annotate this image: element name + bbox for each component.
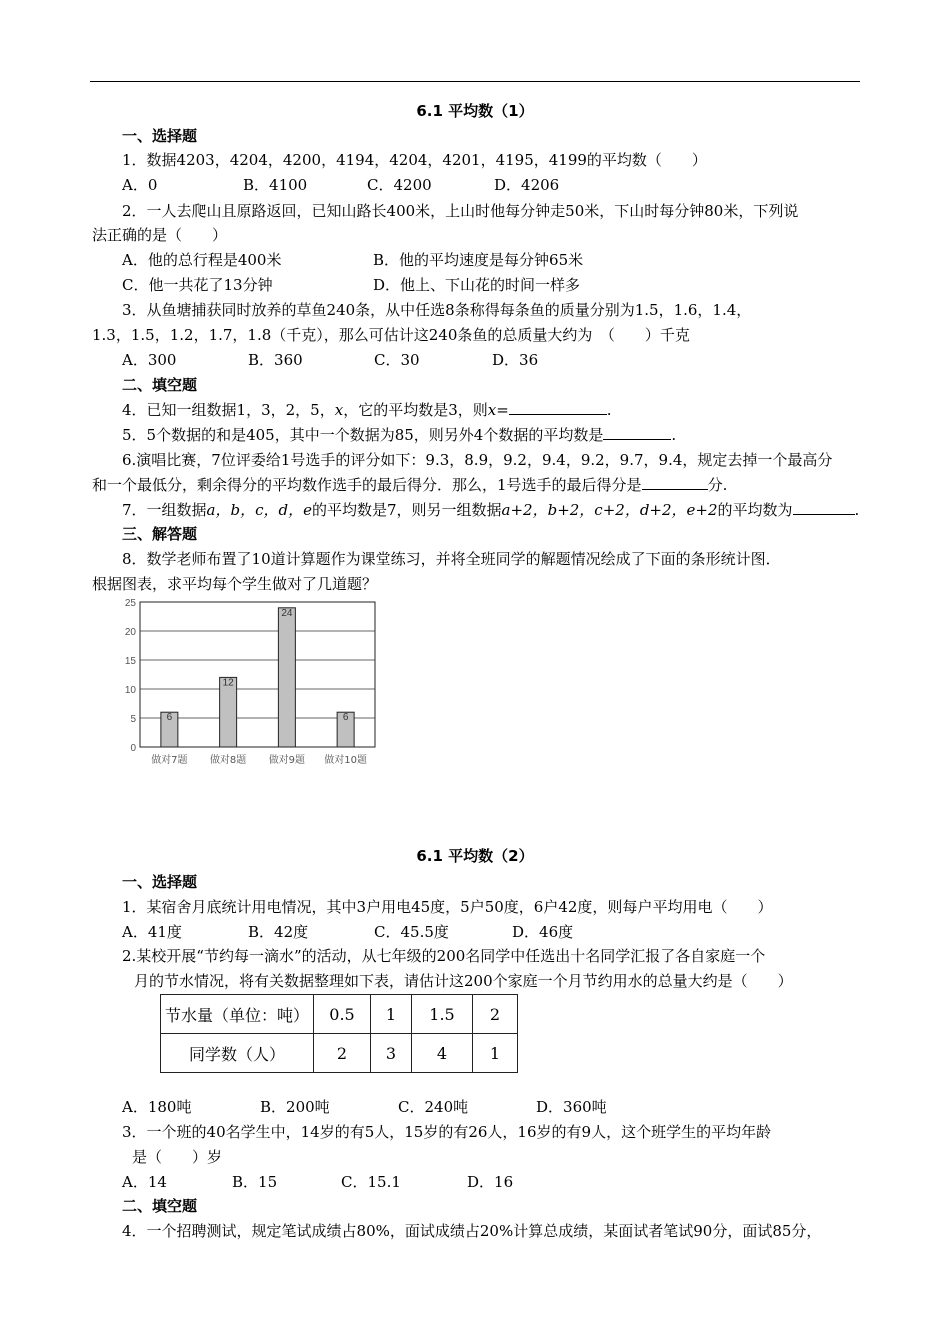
y-tick-label: 25 (124, 598, 136, 609)
answer-blank[interactable] (603, 425, 671, 440)
answer-blank[interactable] (642, 475, 708, 490)
q4-text: = (496, 401, 509, 419)
option-d: D．360吨 (536, 1098, 607, 1116)
question-3-line2: 1.3，1.5，1.2，1.7，1.8（千克），那么可估计这240条鱼的总质量大约为 （ ）千克 (92, 326, 690, 344)
option-c: C．240吨 (398, 1098, 469, 1116)
section-title-2: 6.1 平均数（2） (416, 847, 534, 865)
option-d: D．46度 (512, 923, 574, 941)
section-title-1: 6.1 平均数（1） (416, 102, 534, 120)
table-cell: 1 (473, 1034, 518, 1073)
x-tick-label: 做对10题 (324, 755, 367, 766)
answer-blank[interactable] (793, 500, 855, 515)
table-cell: 0.5 (314, 995, 371, 1034)
question-5 (122, 425, 676, 445)
q7-text: 7．一组数据 (122, 501, 207, 519)
q7-text: 的平均数为 (717, 501, 793, 519)
question-2-line2: 月的节水情况，将有关数据整理如下表，请估计这200个家庭一个月节约用水的总量大约是（ ） (134, 972, 793, 990)
table-cell: 2 (314, 1034, 371, 1073)
option-a: A．0 (122, 176, 158, 194)
question-3-line1: 3．从鱼塘捕获同时放养的草鱼240条，从中任选8条称得每条鱼的质量分别为1.5，1.6，1.4， (122, 301, 752, 319)
q4-text: . (606, 401, 612, 419)
x-tick-label: 做对7题 (151, 755, 188, 766)
y-tick-label: 20 (124, 627, 136, 638)
y-tick-label: 5 (130, 714, 136, 725)
bar-value-label: 6 (166, 712, 173, 724)
table-cell: 3 (371, 1034, 412, 1073)
bar-value-label: 6 (342, 712, 349, 724)
bar-value-label: 24 (281, 607, 293, 619)
table-row (161, 995, 518, 1034)
q7-vars: a+2，b+2，c+2，d+2，e+2 (501, 501, 718, 519)
heading-answer: 三、解答题 (122, 525, 198, 543)
question-1: 1．数据4203，4204，4200，4194，4204，4201，4195，4199的平均数（ ） (122, 151, 707, 169)
heading-multiple-choice: 一、选择题 (122, 127, 198, 145)
question-2-line1: 2．一人去爬山且原路返回，已知山路长400米，上山时他每分钟走50米，下山时每分钟80米，下列说 (122, 202, 799, 220)
option-a: A．180吨 (122, 1098, 192, 1116)
y-tick-label: 15 (124, 656, 136, 667)
option-a: A．他的总行程是400米 (122, 251, 282, 269)
question-3-line2: 是（ ）岁 (132, 1148, 223, 1166)
option-b: B．15 (232, 1173, 278, 1191)
table-cell: 1.5 (412, 995, 473, 1034)
q7-vars: a，b，c，d，e (206, 501, 312, 519)
option-b: B．360 (248, 351, 303, 369)
y-tick-label: 10 (124, 685, 136, 696)
option-a: A．14 (122, 1173, 167, 1191)
water-saving-table (160, 994, 518, 1073)
option-b: B．200吨 (260, 1098, 330, 1116)
option-a: A．300 (122, 351, 177, 369)
q6-text: 和一个最低分，剩余得分的平均数作选手的最后得分．那么，1号选手的最后得分是 (92, 476, 642, 494)
question-4 (122, 400, 612, 420)
option-a: A．41度 (122, 923, 182, 941)
bar-value-label: 12 (222, 677, 234, 689)
heading-fill-in: 二、填空题 (122, 1197, 198, 1215)
question-8-line1: 8．数学老师布置了10道计算题作为课堂练习，并将全班同学的解题情况绘成了下面的条形统计图． (122, 550, 781, 568)
table-row (161, 1034, 518, 1073)
q4-text: 4．已知一组数据1，3，2，5， (122, 401, 335, 419)
x-tick-label: 做对8题 (209, 755, 247, 766)
answer-blank[interactable] (509, 400, 607, 415)
bar (278, 608, 295, 747)
table-cell: 1 (371, 995, 412, 1034)
option-c: C．45.5度 (374, 923, 449, 941)
q7-text: . (854, 501, 860, 519)
bar-chart (110, 592, 390, 772)
option-c: C．4200 (367, 176, 432, 194)
question-6-line1: 6.演唱比赛，7位评委给1号选手的评分如下：9.3，8.9，9.2，9.4，9.2，9.7，9.4，规定去掉一个最高分 (122, 451, 833, 469)
question-7 (122, 500, 859, 520)
question-6-line2 (92, 475, 727, 495)
y-tick-label: 0 (130, 743, 136, 754)
question-8-line2: 根据图表，求平均每个学生做对了几道题？ (92, 575, 378, 593)
table-cell: 2 (473, 995, 518, 1034)
heading-multiple-choice: 一、选择题 (122, 873, 198, 891)
heading-fill-in: 二、填空题 (122, 376, 198, 394)
header-rule (90, 81, 860, 82)
q5-text: 5．5个数据的和是405，其中一个数据为85，则另外4个数据的平均数是 (122, 426, 604, 444)
option-b: B．他的平均速度是每分钟65米 (373, 251, 584, 269)
option-d: D．36 (492, 351, 539, 369)
option-c: C．30 (374, 351, 420, 369)
q7-text: 的平均数是7，则另一组数据 (311, 501, 502, 519)
table-header-cell: 同学数（人） (161, 1034, 314, 1073)
question-1: 1．某宿舍月底统计用电情况，其中3户用电45度，5户50度，6户42度，则每户平均用电（ ） (122, 898, 773, 916)
option-b: B．4100 (243, 176, 308, 194)
question-2-line1: 2.某校开展“节约每一滴水”的活动，从七年级的200名同学中任选出十名同学汇报了各自家庭一个 (122, 947, 766, 965)
option-c: C．15.1 (341, 1173, 401, 1191)
option-c: C．他一共花了13分钟 (122, 276, 273, 294)
question-3-line1: 3．一个班的40名学生中，14岁的有5人，15岁的有26人，16岁的有9人，这个班学生的平均年龄 (122, 1123, 772, 1141)
q5-text: . (671, 426, 677, 444)
q4-var: x (487, 401, 497, 419)
table-cell: 4 (412, 1034, 473, 1073)
option-b: B．42度 (248, 923, 309, 941)
q4-var: x (334, 401, 344, 419)
table-header-cell: 节水量（单位：吨） (161, 995, 314, 1034)
q4-text: ，它的平均数是3，则 (343, 401, 488, 419)
q6-text: 分. (707, 476, 728, 494)
question-4-line1: 4．一个招聘测试，规定笔试成绩占80%，面试成绩占20%计算总成绩，某面试者笔试90分，面试85分， (122, 1222, 822, 1240)
option-d: D．他上、下山花的时间一样多 (373, 276, 581, 294)
x-tick-label: 做对9题 (268, 755, 306, 766)
question-2-line2: 法正确的是（ ） (92, 226, 228, 244)
option-d: D．16 (467, 1173, 514, 1191)
option-d: D．4206 (494, 176, 560, 194)
